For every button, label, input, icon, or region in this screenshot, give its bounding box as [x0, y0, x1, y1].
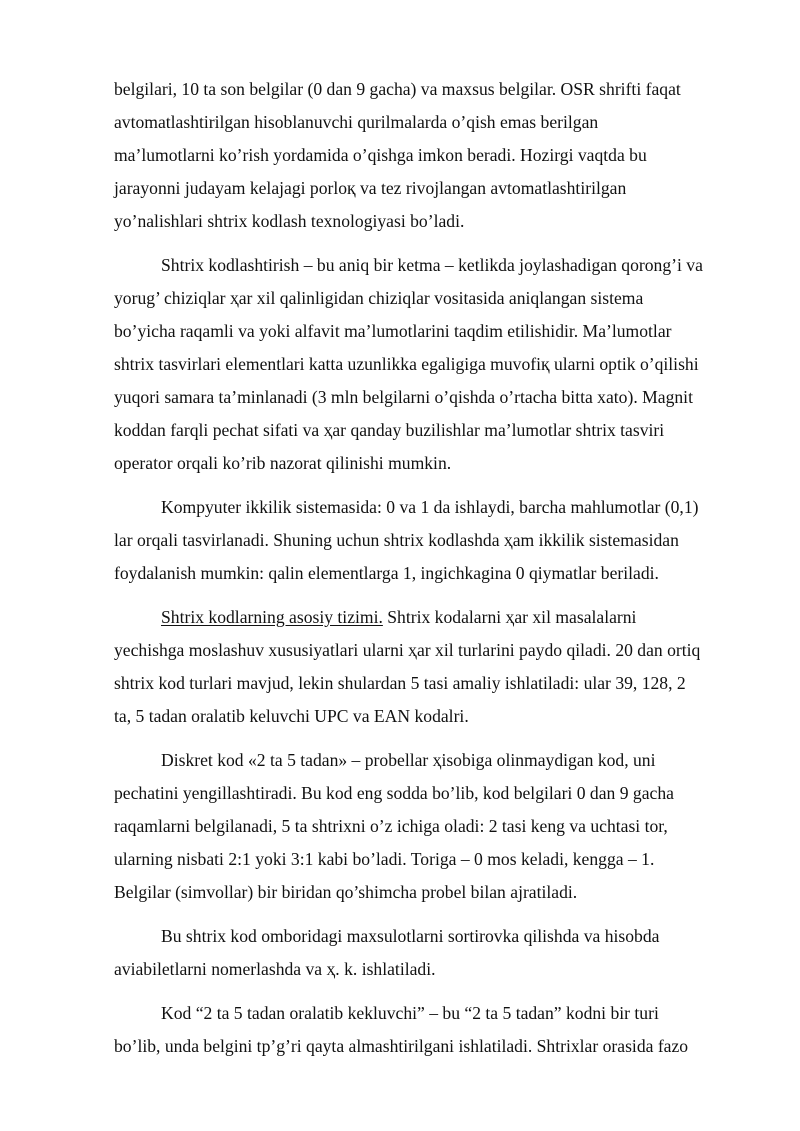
text-line: Kod “2 ta 5 tadan oralatib kekluvchi” – bu “2 ta 5 tadan” kodni bir turi — [161, 1003, 659, 1023]
text-line: shtrix tasvirlari elementlari katta uzunlikka egaligiga muvofiқ ularni optik o’qilishi — [114, 354, 699, 374]
text-line: foydalanish mumkin: qalin elementlarga 1, ingichkagina 0 qiymatlar beriladi. — [114, 563, 659, 583]
text-line: bo’yicha raqamli va yoki alfavit ma’lumotlarini taqdim etilishidir. Ma’lumotlar — [114, 321, 672, 341]
text-line: yuqori samara ta’minlanadi (3 mln belgilarni o’qishda o’rtacha bitta xato). Magnit — [114, 387, 693, 407]
text-line: yorug’ chiziqlar ҳar xil qalinligidan chiziqlar vositasida aniqlangan sistema — [114, 288, 644, 308]
text-line: Diskret kod «2 ta 5 tadan» – probellar ҳisobiga olinmaydigan kod, uni — [161, 750, 656, 770]
text-line: lar orqali tasvirlanadi. Shuning uchun shtrix kodlashda ҳam ikkilik sistemasidan — [114, 530, 679, 550]
text-line: yechishga moslashuv xususiyatlari ularni ҳar xil turlarini paydo qiladi. 20 dan ortiq — [114, 640, 701, 660]
heading-line-rest: Shtrix kodalarni ҳar xil masalalarni — [382, 607, 637, 627]
text-line: pechatini yengillashtiradi. Bu kod eng sodda bo’lib, kod belgilari 0 dan 9 gacha — [114, 783, 674, 803]
text-line: shtrix kod turlari mavjud, lekin shulardan 5 tasi amaliy ishlatiladi: ular 39, 128, 2 — [114, 673, 686, 693]
text-line: avtomatlashtirilgan hisoblanuvchi qurilmalarda o’qish emas berilgan — [114, 112, 599, 132]
text-line: jarayonni judayam kelajagi porloқ va tez rivojlangan avtomatlashtirilgan — [114, 178, 627, 198]
text-line: Belgilar (simvollar) bir biridan qo’shimcha probel bilan ajratiladi. — [114, 882, 578, 902]
text-line: ularning nisbati 2:1 yoki 3:1 kabi bo’ladi. Toriga – 0 mos keladi, kengga – 1. — [114, 849, 655, 869]
text-line: ta, 5 tadan oralatib keluvchi UPC va EAN kodalri. — [114, 706, 469, 726]
text-line: koddan farqli pechat sifati va ҳar qanday buzilishlar ma’lumotlar shtrix tasviri — [114, 420, 665, 440]
text-line: yo’nalishlari shtrix kodlash texnologiyasi bo’ladi. — [114, 211, 465, 231]
text-line: bo’lib, unda belgini tp’g’ri qayta almashtirilgani ishlatiladi. Shtrixlar orasida fazo — [114, 1036, 689, 1056]
text-line: Bu shtrix kod omboridagi maxsulotlarni sortirovka qilishda va hisobda — [161, 926, 660, 946]
text-line: Kompyuter ikkilik sistemasida: 0 va 1 da ishlaydi, barcha mahlumotlar (0,1) — [161, 497, 699, 517]
text-line: belgilari, 10 ta son belgilar (0 dan 9 gacha) va maxsus belgilar. OSR shrifti faqat — [114, 79, 681, 99]
text-line: operator orqali ko’rib nazorat qilinishi mumkin. — [114, 453, 452, 473]
section-heading: Shtrix kodlarning asosiy tizimi. — [161, 607, 383, 627]
text-line — [161, 606, 636, 628]
text-line: Shtrix kodlashtirish – bu aniq bir ketma – ketlikda joylashadigan qorong’i va — [161, 255, 703, 275]
text-line: aviabiletlarni nomerlashda va ҳ. k. ishlatiladi. — [114, 959, 436, 979]
text-line: raqamlarni belgilanadi, 5 ta shtrixni o’z ichiga oladi: 2 tasi keng va uchtasi tor, — [114, 816, 668, 836]
text-line: ma’lumotlarni ko’rish yordamida o’qishga imkon beradi. Hozirgi vaqtda bu — [114, 145, 647, 165]
